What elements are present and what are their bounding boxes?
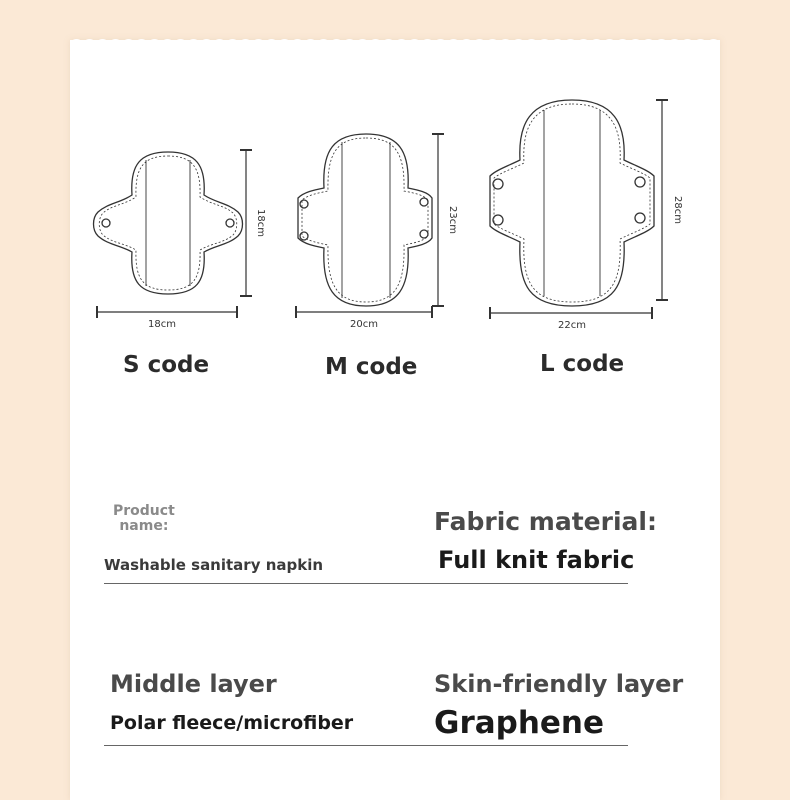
divider-line-2 (104, 745, 628, 746)
m-width-label: 20cm (350, 319, 378, 330)
skin-friendly-layer-value: Graphene (434, 705, 605, 741)
fabric-material-value: Full knit fabric (438, 546, 635, 574)
s-width-label: 18cm (148, 319, 176, 330)
middle-layer-value: Polar fleece/microfiber (110, 712, 354, 734)
divider-line-1 (104, 583, 628, 584)
skin-friendly-layer-label: Skin-friendly layer (434, 670, 684, 698)
pad-s-illustration (94, 152, 243, 294)
product-name-value: Washable sanitary napkin (104, 556, 324, 574)
pad-l-illustration (490, 100, 654, 306)
l-height-label: 28cm (672, 196, 683, 224)
m-height-label: 23cm (447, 206, 458, 234)
m-code-label: M code (325, 354, 418, 380)
l-code-label: L code (540, 351, 625, 377)
s-code-label: S code (123, 352, 210, 378)
fabric-material-label: Fabric material: (434, 507, 657, 536)
product-name-label: Product name: (113, 503, 175, 534)
middle-layer-label: Middle layer (110, 670, 277, 698)
s-height-label: 18cm (255, 209, 266, 237)
l-width-label: 22cm (558, 320, 586, 331)
pad-m-illustration (298, 134, 432, 306)
